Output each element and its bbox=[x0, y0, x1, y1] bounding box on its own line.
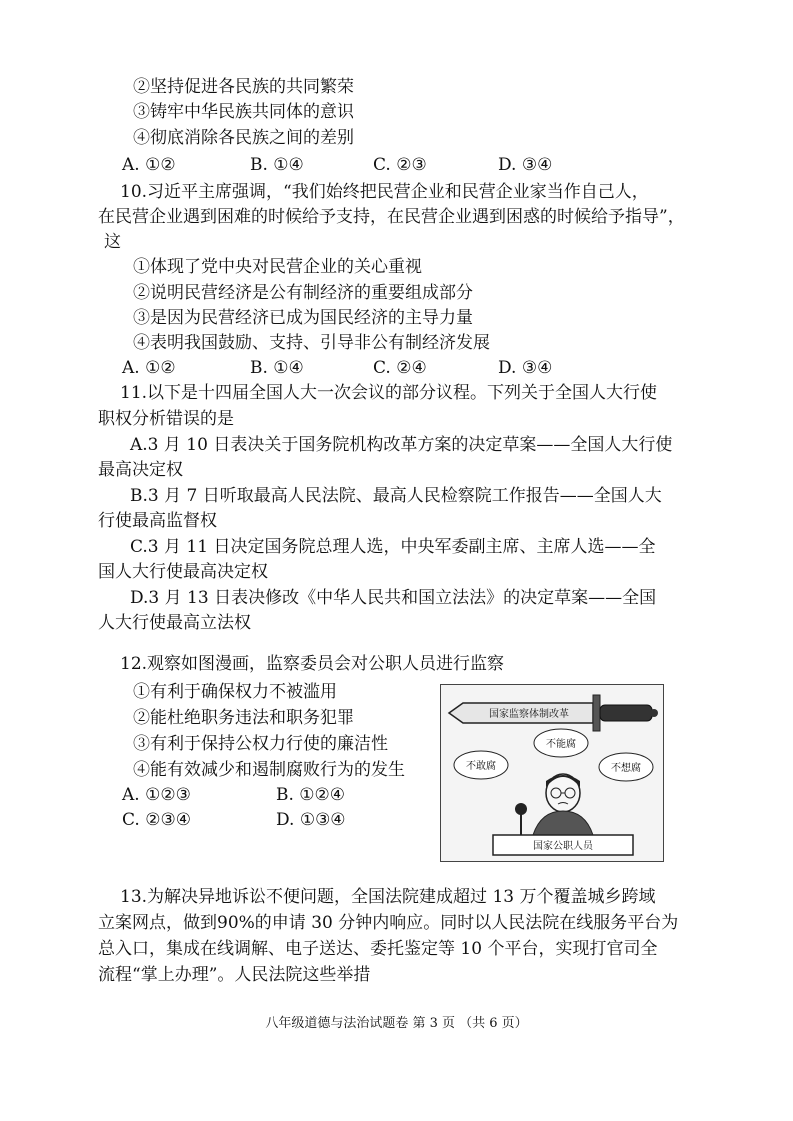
q12-option-d: D. ①③④ bbox=[276, 810, 346, 830]
q10-option-d: D. ③④ bbox=[498, 358, 553, 378]
q12-item-2: ②能杜绝职务违法和职务犯罪 bbox=[133, 708, 354, 728]
q9-item-2: ②坚持促进各民族的共同繁荣 bbox=[133, 77, 354, 97]
bubble-middle-label: 不能腐 bbox=[546, 739, 576, 750]
q10-stem-line-3: 这 bbox=[104, 232, 121, 252]
bubble-left-label: 不敢腐 bbox=[466, 761, 496, 772]
q9-option-d: D. ③④ bbox=[498, 155, 553, 175]
bubble-right-label: 不想腐 bbox=[611, 763, 641, 774]
q10-stem-line-1: 10.习近平主席强调，“我们始终把民营企业和民营企业家当作自己人， bbox=[120, 182, 649, 202]
microphone-head bbox=[515, 803, 527, 815]
q11-option-d-line-2: 人大行使最高立法权 bbox=[98, 613, 251, 633]
q13-stem-line-3: 总入口，集成在线调解、电子送达、委托鉴定等 10 个平台，实现打官司全 bbox=[98, 939, 658, 959]
anti-corruption-cartoon bbox=[440, 684, 664, 862]
q12-item-1: ①有利于确保权力不被滥用 bbox=[133, 682, 337, 702]
q11-option-b-line-2: 行使最高监督权 bbox=[98, 511, 217, 531]
q12-option-b: B. ①②④ bbox=[276, 785, 346, 805]
q9-item-3: ③铸牢中华民族共同体的意识 bbox=[133, 102, 354, 122]
q10-option-b: B. ①④ bbox=[250, 358, 304, 378]
q11-option-b-line-1: B.3 月 7 日听取最高人民法院、最高人民检察院工作报告——全国人大 bbox=[130, 486, 662, 506]
page-footer: 八年级道德与法治试题卷 第 3 页 （共 6 页） bbox=[265, 1016, 528, 1031]
q9-option-c: C. ②③ bbox=[373, 155, 427, 175]
cartoon-drawing bbox=[441, 685, 663, 861]
q10-option-a: A. ①② bbox=[122, 358, 176, 378]
q13-stem-line-1: 13.为解决异地诉讼不便问题，全国法院建成超过 13 万个覆盖城乡跨域 bbox=[120, 887, 656, 907]
q9-item-4: ④彻底消除各民族之间的差别 bbox=[133, 128, 354, 148]
q10-option-c: C. ②④ bbox=[373, 358, 427, 378]
q10-item-4: ④表明我国鼓励、支持、引导非公有制经济发展 bbox=[133, 333, 490, 353]
sword-pommel bbox=[650, 709, 658, 717]
q12-option-a: A. ①②③ bbox=[122, 785, 191, 805]
q10-item-3: ③是因为民营经济已成为国民经济的主导力量 bbox=[133, 308, 473, 328]
q13-stem-line-2: 立案网点，做到90%的申请 30 分钟内响应。同时以人民法院在线服务平台为 bbox=[98, 913, 679, 933]
q10-item-2: ②说明民营经济是公有制经济的重要组成部分 bbox=[133, 283, 473, 303]
sword-label: 国家监察体制改革 bbox=[489, 709, 569, 720]
q11-option-a-line-1: A.3 月 10 日表决关于国务院机构改革方案的决定草案——全国人大行使 bbox=[130, 435, 673, 455]
q11-option-d-line-1: D.3 月 13 日表决修改《中华人民共和国立法法》的决定草案——全国 bbox=[130, 588, 657, 608]
q10-stem-line-2: 在民营企业遇到困难的时候给予支持，在民营企业遇到困惑的时候给予指导”， bbox=[98, 207, 685, 227]
q9-option-a: A. ①② bbox=[122, 155, 176, 175]
q11-stem-line-2: 职权分析错误的是 bbox=[98, 409, 234, 429]
q11-stem-line-1: 11.以下是十四届全国人大一次会议的部分议程。下列关于全国人大行使 bbox=[120, 383, 658, 403]
q12-stem: 12.观察如图漫画，监察委员会对公职人员进行监察 bbox=[120, 654, 505, 674]
q11-option-c-line-1: C.3 月 11 日决定国务院总理人选，中央军委副主席、主席人选——全 bbox=[130, 537, 656, 557]
official-body bbox=[533, 811, 593, 835]
q11-option-a-line-2: 最高决定权 bbox=[98, 460, 183, 480]
desk-label: 国家公职人员 bbox=[533, 841, 593, 852]
q11-option-c-line-2: 国人大行使最高决定权 bbox=[98, 562, 268, 582]
sword-guard bbox=[593, 695, 600, 731]
q12-item-4: ④能有效减少和遏制腐败行为的发生 bbox=[133, 760, 405, 780]
q12-item-3: ③有利于保持公权力行使的廉洁性 bbox=[133, 734, 388, 754]
q13-stem-line-4: 流程“掌上办理”。人民法院这些举措 bbox=[98, 965, 371, 985]
q12-option-c: C. ②③④ bbox=[122, 810, 191, 830]
q9-option-b: B. ①④ bbox=[250, 155, 304, 175]
q10-item-1: ①体现了党中央对民营企业的关心重视 bbox=[133, 257, 422, 277]
sword-hilt bbox=[600, 705, 652, 721]
